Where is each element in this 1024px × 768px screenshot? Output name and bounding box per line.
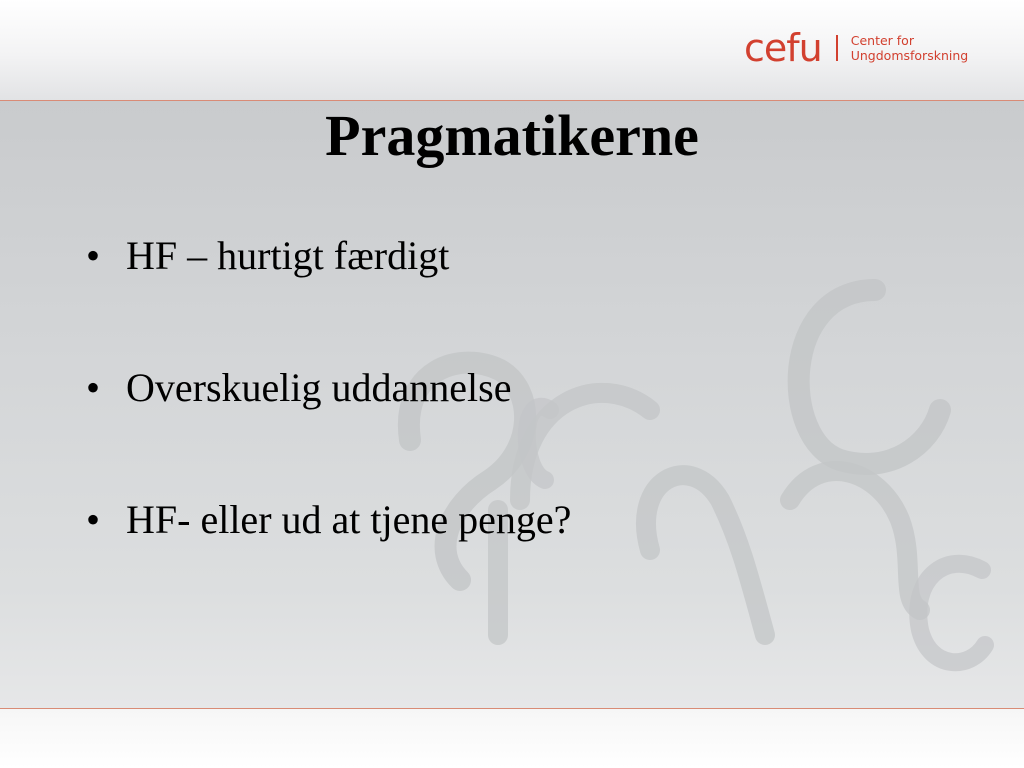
- logo-wordmark: cefu: [744, 26, 822, 70]
- bullet-text: HF – hurtigt færdigt: [126, 233, 450, 278]
- logo-separator: [836, 35, 838, 61]
- bullet-text: HF- eller ud at tjene penge?: [126, 497, 572, 542]
- logo-subtitle-line-1: Center for: [850, 33, 914, 48]
- bullet-symbol: •: [86, 497, 101, 542]
- slide-title: Pragmatikerne: [325, 103, 699, 168]
- logo-subtitle-line-2: Ungdomsforskning: [850, 48, 969, 63]
- cefu-logo: [744, 26, 968, 70]
- logo-subtitle: [851, 33, 968, 63]
- bullet-symbol: •: [86, 233, 101, 278]
- bullet-symbol: •: [86, 365, 101, 410]
- cefu-watermark-graphic: [370, 250, 1024, 690]
- footer-band: [0, 709, 1024, 768]
- bullet-text: Overskuelig uddannelse: [126, 365, 512, 410]
